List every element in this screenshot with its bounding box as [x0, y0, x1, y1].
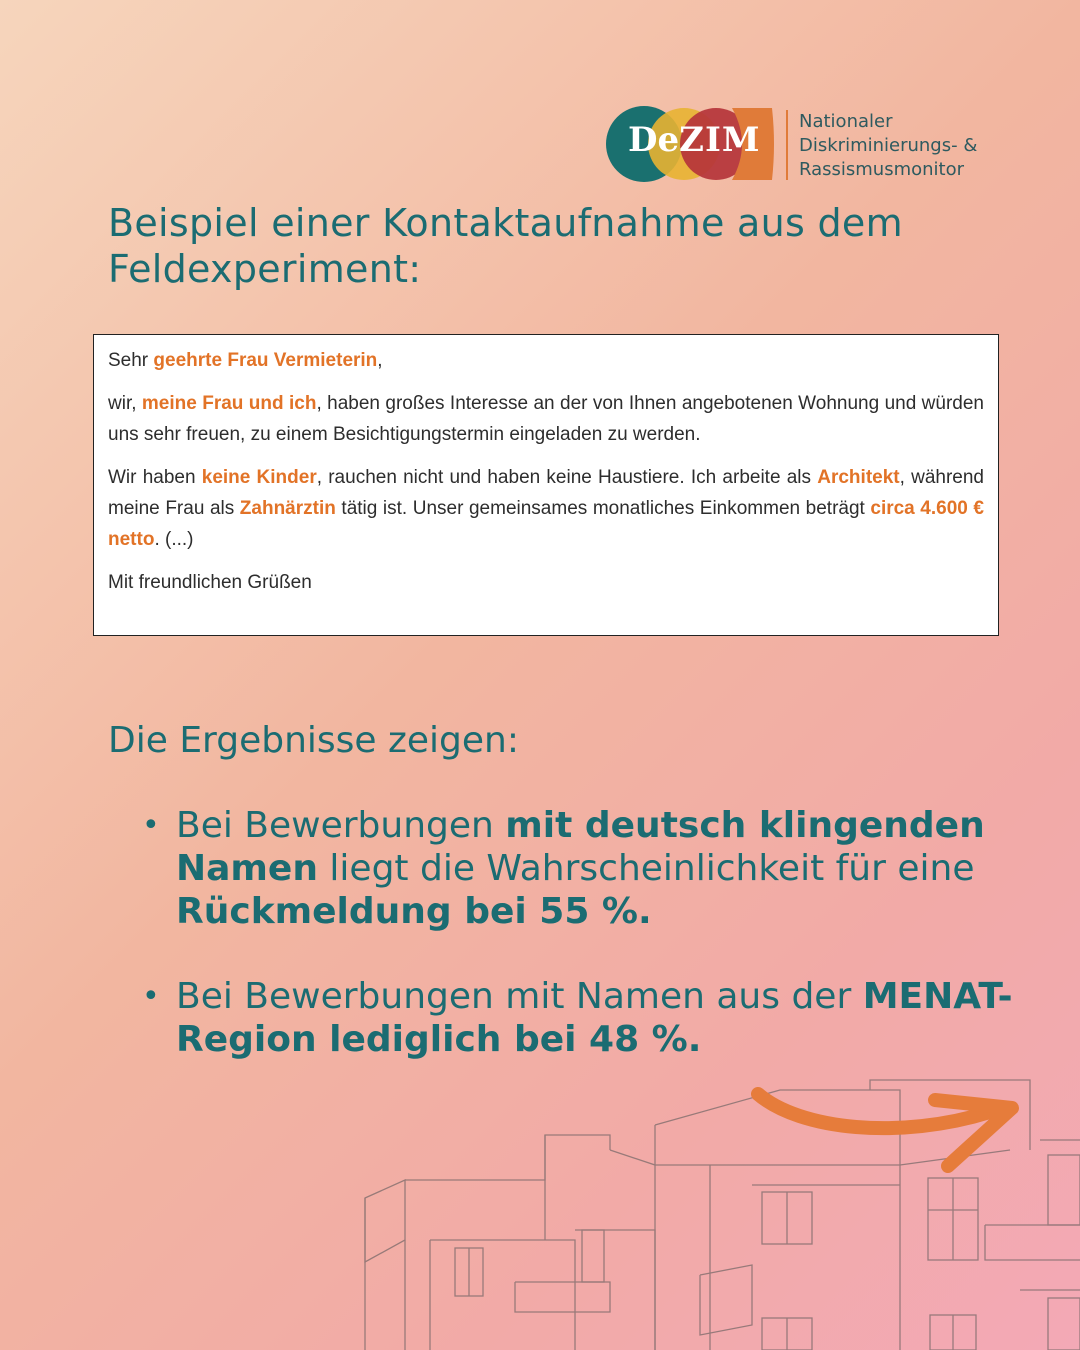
letter-paragraph-2: Wir haben keine Kinder, rauchen nicht und haben keine Haustiere. Ich arbeite als Architekt, während meine Frau als Zahnärztin tätig ist. Unser gemeinsames monatliches Einkommen beträgt circa 4.600 € netto. (...) [108, 467, 984, 550]
example-letter [93, 334, 999, 636]
logo-divider [786, 110, 788, 180]
page-title-line-2: Feldexperiment: [108, 247, 422, 291]
logo-subtitle [799, 110, 977, 182]
bullet-icon: • [142, 808, 160, 843]
letter-salutation: Sehr geehrte Frau Vermieterin, [108, 350, 383, 371]
letter-closing: Mit freundlichen Grüßen [108, 572, 312, 593]
logo-line-1: Nationaler [799, 111, 893, 132]
letter-paragraph-1: wir, meine Frau und ich, haben großes Interesse an der von Ihnen angebotenen Wohnung und würden uns sehr freuen, zu einem Besichtigungstermin eingeladen zu werden. [108, 393, 984, 445]
logo-line-3: Rassismusmonitor [799, 159, 965, 180]
logo-line-2: Diskriminierungs- & [799, 135, 978, 156]
result-item-1: • Bei Bewerbungen mit deutsch klingenden Namen liegt die Wahrscheinlichkeit für eine Rückmeldung bei 55 %. [142, 805, 985, 932]
results-list [140, 804, 1020, 1103]
results-heading: Die Ergebnisse zeigen: [108, 720, 519, 761]
result-item-2: • Bei Bewerbungen mit Namen aus der MENAT-Region lediglich bei 48 %. [142, 976, 1013, 1060]
bullet-icon: • [142, 979, 160, 1014]
dezim-logo [606, 106, 986, 184]
page-title [108, 200, 988, 292]
page-title-line-1: Beispiel einer Kontaktaufnahme aus dem [108, 201, 903, 245]
arrow-icon [758, 1094, 1012, 1166]
logo-wordmark: DeZIM [628, 120, 761, 160]
